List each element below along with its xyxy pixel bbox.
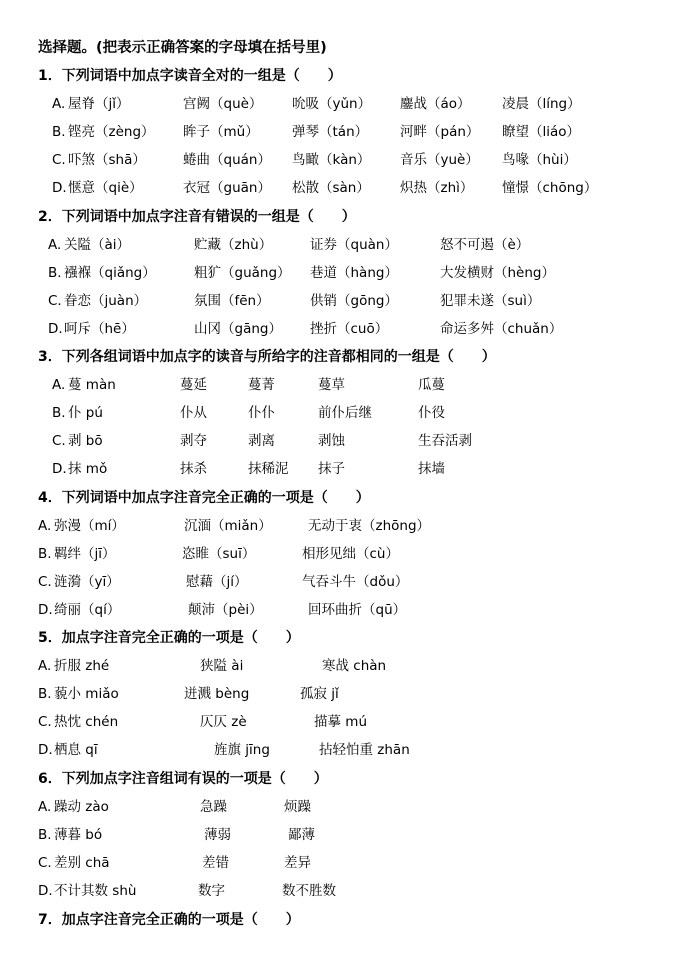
option-a: [38, 90, 678, 118]
question-4: [38, 484, 678, 624]
option-d: [38, 315, 678, 343]
option-item: 蔓 màn: [68, 377, 116, 393]
option-letter: D.: [48, 321, 63, 337]
option-item: 不计其数 shù: [54, 883, 137, 899]
question-title: 5．加点字注音完全正确的一项是（ ）: [38, 630, 300, 646]
option-item: 仆从: [180, 405, 207, 421]
option-item: 音乐（yuè）: [400, 152, 479, 168]
option-letter: D.: [38, 883, 53, 899]
option-b: [38, 680, 678, 708]
option-item: 呵斥（hē）: [64, 321, 135, 337]
option-item: 凌晨（líng）: [502, 96, 581, 112]
option-letter: C.: [38, 855, 52, 871]
option-a: [38, 512, 678, 540]
option-c: [38, 708, 678, 736]
option-letter: C.: [38, 574, 52, 590]
question-title: 3．下列各组词语中加点字的读音与所给字的注音都相同的一组是（ ）: [38, 349, 496, 365]
option-item: 吮吸（yǔn）: [292, 96, 372, 112]
option-letter: B.: [38, 827, 52, 843]
question-title: 2．下列词语中加点字注音有错误的一组是（ ）: [38, 209, 356, 225]
option-d: [38, 174, 678, 202]
option-letter: A.: [48, 237, 62, 253]
option-item: 命运多舛（chuǎn）: [440, 321, 563, 337]
option-a: [38, 652, 678, 680]
question-7: [38, 906, 678, 934]
option-item: 躁动 zào: [54, 799, 109, 815]
option-item: 大发横财（hèng）: [440, 265, 555, 281]
option-item: 贮藏（zhù）: [194, 237, 273, 253]
option-letter: C.: [52, 152, 66, 168]
option-letter: C.: [52, 433, 66, 449]
option-item: 山冈（gāng）: [194, 321, 282, 337]
option-item: 惬意（qiè）: [68, 180, 143, 196]
option-item: 气吞斗牛（dǒu）: [302, 574, 409, 590]
option-item: 前仆后继: [318, 405, 372, 421]
option-b: [38, 118, 678, 146]
option-letter: A.: [38, 658, 52, 674]
option-item: 绮丽（qí）: [54, 602, 121, 618]
option-item: 抹稀泥: [248, 461, 289, 477]
option-item: 巷道（hàng）: [310, 265, 398, 281]
option-item: 仄仄 zè: [200, 714, 247, 730]
question-title: 4．下列词语中加点字注音完全正确的一项是（ ）: [38, 490, 370, 506]
option-item: 鏖战（áo）: [400, 96, 471, 112]
option-letter: A.: [52, 96, 66, 112]
option-item: 薄暮 bó: [54, 827, 103, 843]
option-c: [38, 568, 678, 596]
option-letter: A.: [52, 377, 66, 393]
option-item: 热忱 chén: [54, 714, 119, 730]
option-item: 抹 mǒ: [68, 461, 108, 477]
option-b: [38, 259, 678, 287]
option-item: 烦躁: [284, 799, 311, 815]
option-item: 襁褓（qiǎng）: [64, 265, 156, 281]
option-item: 瞭望（liáo）: [502, 124, 581, 140]
option-item: 证券（quàn）: [310, 237, 398, 253]
option-a: [38, 231, 678, 259]
option-item: 鸟喙（hùi）: [502, 152, 577, 168]
option-item: 狭隘 ài: [200, 658, 244, 674]
option-item: 鄙薄: [288, 827, 315, 843]
question-title: 1．下列词语中加点字读音全对的一组是（ ）: [38, 68, 342, 84]
option-item: 炽热（zhì）: [400, 180, 474, 196]
option-item: 慰藉（jí）: [186, 574, 248, 590]
section-heading: 选择题。(把表示正确答案的字母填在括号里): [38, 40, 327, 56]
option-item: 旌旗 jīng: [214, 742, 270, 758]
option-item: 河畔（pán）: [400, 124, 480, 140]
option-item: 关隘（ài）: [64, 237, 131, 253]
option-letter: D.: [52, 461, 67, 477]
option-item: 蔓菁: [248, 377, 275, 393]
option-item: 蔓延: [180, 377, 207, 393]
question-title: 7．加点字注音完全正确的一项是（ ）: [38, 912, 300, 928]
option-item: 抹墙: [418, 461, 445, 477]
option-item: 粗犷（guǎng）: [194, 265, 291, 281]
option-c: [38, 287, 678, 315]
option-letter: C.: [48, 293, 62, 309]
option-item: 相形见绌（cù）: [302, 546, 399, 562]
option-c: [38, 849, 678, 877]
option-item: 氛围（fēn）: [194, 293, 270, 309]
option-item: 藐小 miǎo: [54, 686, 119, 702]
option-item: 拈轻怕重 zhān: [319, 742, 410, 758]
option-item: 宫阙（què）: [183, 96, 263, 112]
option-letter: A.: [38, 799, 52, 815]
option-item: 数字: [198, 883, 225, 899]
option-d: [38, 877, 678, 905]
option-item: 剥 bō: [68, 433, 103, 449]
option-item: 憧憬（chōng）: [502, 180, 598, 196]
option-item: 剥离: [248, 433, 275, 449]
option-item: 差错: [202, 855, 229, 871]
question-3: [38, 343, 678, 483]
option-a: [38, 793, 678, 821]
option-b: [38, 821, 678, 849]
option-item: 无动于衷（zhōng）: [308, 518, 431, 534]
option-letter: D.: [52, 180, 67, 196]
option-item: 迸溅 bèng: [184, 686, 250, 702]
option-item: 栖息 qī: [54, 742, 98, 758]
question-2: [38, 203, 678, 343]
option-letter: C.: [38, 714, 52, 730]
option-item: 弥漫（mí）: [54, 518, 125, 534]
option-item: 衣冠（guān）: [183, 180, 271, 196]
option-item: 沉湎（miǎn）: [184, 518, 272, 534]
option-letter: B.: [52, 405, 66, 421]
option-item: 鸟瞰（kàn）: [292, 152, 371, 168]
option-letter: A.: [38, 518, 52, 534]
option-item: 折服 zhé: [54, 658, 110, 674]
option-item: 怒不可遏（è）: [440, 237, 530, 253]
question-6: [38, 765, 678, 905]
option-item: 蔓草: [318, 377, 345, 393]
option-c: [38, 427, 678, 455]
option-item: 寒战 chàn: [322, 658, 387, 674]
option-d: [38, 736, 678, 764]
option-item: 瓜蔓: [418, 377, 445, 393]
option-item: 眷恋（juàn）: [64, 293, 148, 309]
option-letter: D.: [38, 742, 53, 758]
question-title: 6．下列加点字注音组词有误的一项是（ ）: [38, 771, 328, 787]
option-item: 抹子: [318, 461, 345, 477]
option-item: 剥夺: [180, 433, 207, 449]
option-item: 回环曲折（qū）: [308, 602, 407, 618]
option-b: [38, 399, 678, 427]
option-item: 仆 pú: [68, 405, 103, 421]
option-item: 描摹 mú: [314, 714, 367, 730]
option-d: [38, 455, 678, 483]
option-letter: B.: [38, 546, 52, 562]
option-item: 仆役: [418, 405, 445, 421]
option-item: 涟漪（yī）: [54, 574, 120, 590]
option-item: 供销（gōng）: [310, 293, 398, 309]
option-item: 蜷曲（quán）: [183, 152, 271, 168]
option-c: [38, 146, 678, 174]
option-b: [38, 540, 678, 568]
option-item: 仆仆: [248, 405, 275, 421]
option-letter: D.: [38, 602, 53, 618]
option-item: 生吞活剥: [418, 433, 472, 449]
option-a: [38, 371, 678, 399]
option-item: 挫折（cuō）: [310, 321, 389, 337]
option-item: 剥蚀: [318, 433, 345, 449]
question-1: [38, 62, 678, 202]
option-item: 数不胜数: [282, 883, 336, 899]
option-item: 吓煞（shā）: [68, 152, 146, 168]
option-item: 眸子（mǔ）: [183, 124, 259, 140]
option-item: 铿亮（zèng）: [68, 124, 155, 140]
question-5: [38, 624, 678, 764]
option-letter: B.: [52, 124, 66, 140]
option-letter: B.: [38, 686, 52, 702]
option-item: 羁绊（jī）: [54, 546, 116, 562]
option-item: 颠沛（pèi）: [188, 602, 263, 618]
option-item: 差异: [284, 855, 311, 871]
option-letter: B.: [48, 265, 62, 281]
option-item: 差别 chā: [54, 855, 110, 871]
option-item: 弹琴（tán）: [292, 124, 369, 140]
option-item: 松散（sàn）: [292, 180, 370, 196]
option-item: 薄弱: [204, 827, 231, 843]
option-item: 孤寂 jǐ: [300, 686, 339, 702]
option-d: [38, 596, 678, 624]
option-item: 恣睢（suī）: [182, 546, 256, 562]
option-item: 急躁: [200, 799, 227, 815]
option-item: 犯罪未遂（suì）: [440, 293, 541, 309]
option-item: 抹杀: [180, 461, 207, 477]
option-item: 屋脊（jǐ）: [68, 96, 130, 112]
